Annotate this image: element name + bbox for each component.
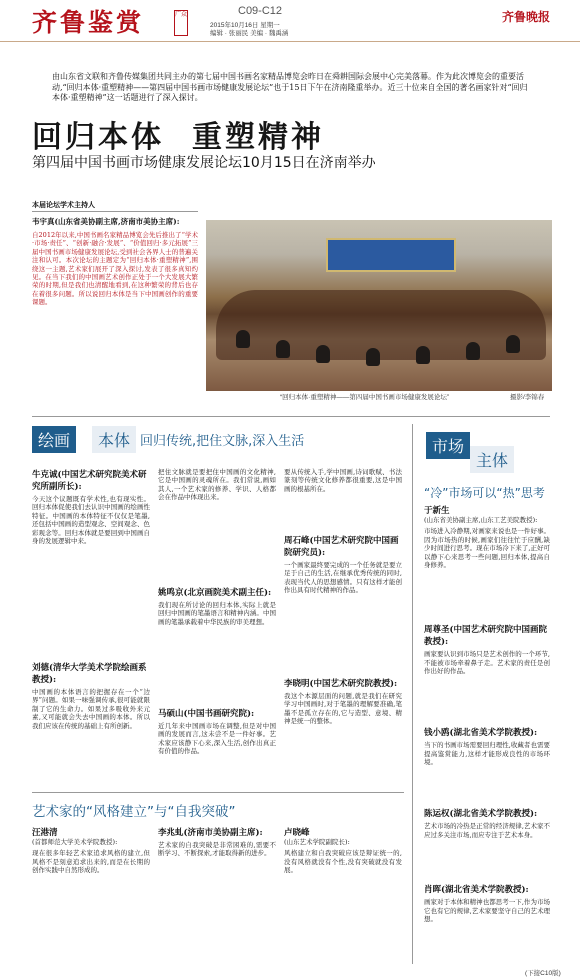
column-text: 把住文脉就是要把住中国画的文化精神,它是中国画的灵魂所在。我们常说,画如其人,一个艺术家的修养、学识、人格都会在作品中体现出来。 [158,468,276,502]
title-part2: 重塑精神 [192,120,324,155]
column-text: 要从传统入手,学中国画,诗词歌赋、书法篆刻等传统文化修养都很重要,这是中国画的根基所在。 [284,468,402,493]
page-title [32,112,324,156]
speaker-role: (首都师范大学美术学院教授): [32,838,118,846]
newspaper-logo: 齐鲁鉴赏 [32,8,145,37]
column-3 [284,468,402,782]
column-text: 画家对于本体和精神也都思考一下,作为市场它也有它的规律,艺术家要坚守自己的艺术理想。 [424,898,550,924]
date-line: 2015年10月16日 星期一 [210,22,280,29]
speaker-role: (山东艺术学院副院长): [284,838,350,846]
host-text: 自2012年以来,中国书画名家精品博览会先后推出了“学术·市场·责任”、“创新·融合·发展”、“价值回归·多元拓展”三届中国书画市场健康发展论坛,受到社会各界人士的普遍关注和认可。本次论坛的主题定为“回归本体·重塑精神”,围绕这一主题,艺术家们展开了深入探讨,发表了很多真知灼见。在当下我们的中国画艺术创作正处于一个大发展大繁荣的时期,但是我们也清醒地看到,在这种繁荣的背后也存在着很多问题。所以说回归本体是当下中国画创作的重要课题。 [32,231,198,307]
speaker-name: 姚鸣京(北京画院美术副主任): [158,588,272,598]
attendee-figure [506,335,520,353]
speaker-name: 李兆虬(济南市美协副主席): [158,828,263,838]
photo-caption: “回归本体·重塑精神——第四届中国书画市场健康发展论坛” [280,394,449,401]
attendee-figure [316,345,330,363]
bottom-column-3 [284,826,402,959]
conference-table [216,290,546,360]
host-name: 韦宇真(山东省美协副主席,济南市美协主席): [32,217,180,226]
column-text: 一个画家最终要完成的一个任务就是要立足于自己的生活,在继承优秀传统的同时,表现当代人的思想感情。只有这样才能创作出具有时代精神的作品。 [284,561,402,595]
speaker-name: 钱小鸥(湖北省美术学院教授): [424,728,538,739]
column-text: 艺术市场的冷热是正常的经济规律,艺术家不应过多关注市场,而应专注于艺术本身。 [424,822,550,839]
edition-meta [210,22,288,38]
speaker-name: 汪港清 [32,828,58,838]
subtitle: 第四届中国书画市场健康发展论坛10月15日在济南举办 [32,155,376,171]
section-headline: 回归传统,把住文脉,深入生活 [140,434,305,449]
divider [32,792,404,793]
speaker-name: 刘德(清华大学美术学院绘画系教授): [32,663,147,685]
column-text: 我们现在所讨论的回归本体,实际上就是回归中国画的笔墨语言和精神内涵。中国画的笔墨承载着中华民族的审美理想。 [158,601,276,626]
column-2 [158,468,276,782]
attendee-figure [236,330,250,348]
brand-name: 齐鲁晚报 [502,10,551,24]
column-text: 市场进入冷静期,对画家来说也是一件好事。因为市场热的时候,画家们往往忙于应酬,缺少时间进行思考。现在市场冷下来了,正好可以静下心来思考一些问题,回归本体,提高自身修养。 [424,527,550,570]
column-text: 现在很多年轻艺术家追求风格的建立,但风格不是刻意追求出来的,而是在长期的创作实践中自然形成的。 [32,849,150,875]
attendee-figure [366,348,380,366]
stage-banner [326,238,456,272]
speaker-name: 陈运权(湖北省美术学院教授): [424,809,538,820]
column-text: 当下的书画市场需要回归理性,收藏者也需要提高鉴赏能力,这样才能形成良性的市场环境。 [424,741,550,767]
speaker-name: 李晓明(中国艺术研究院教授): [284,679,398,689]
continued-note: (下接C10版) [525,970,561,977]
attendee-figure [276,340,290,358]
speaker-role: (山东省美协副主席,山东工艺美院教授): [424,516,538,524]
bottom-column-2 [158,826,276,951]
section-tag: 绘画 [32,426,76,453]
side-section-tag-secondary: 主体 [470,446,514,473]
column-text: 中国画的本体语言的把握存在一个“边界”问题。如果一味强调传承,很可能就限制了它的生命力。如果过多吸收外来元素,又可能就会失去中国画的本体。所以我们应该在传统的基础上有所创新。 [32,688,150,730]
speaker-name: 于新生 [424,506,450,516]
speaker-name: 肖晖(湖北省美术学院教授): [424,885,529,896]
divider [32,416,550,417]
seal-stamp-icon: 广众 [174,10,188,36]
column-text: 艺术家的自我突破是非常困难的,需要不断学习、不断探索,才能取得新的进步。 [158,841,276,858]
bottom-column-1 [32,826,150,959]
section-headline: 艺术家的“风格建立”与“自我突破” [32,804,236,820]
attendee-figure [416,346,430,364]
side-column [424,504,550,938]
attendee-figure [466,342,480,360]
side-section-tag: 市场 [426,432,470,459]
side-section-headline: “冷”市场可以“热”思考 [424,486,545,500]
column-1 [32,468,150,758]
host-label: 本届论坛学术主持人 [32,200,198,212]
speaker-name: 马硕山(中国书画研究院): [158,709,255,719]
section-tag-secondary: 本体 [92,426,136,453]
title-part1: 回归本体 [32,120,164,155]
column-text: 我这个本源层面的问题,就是我们在研究学习中国画时,对于笔墨的理解要准确,笔墨不是孤立存在的,它与造型、意境、精神是统一的整体。 [284,692,402,726]
column-divider [412,424,413,964]
editor-line: 编辑 · 张丽民 美编 · 魏禹涵 [210,30,289,37]
speaker-name: 周尊圣(中国艺术研究院中国画院教授): [424,625,548,648]
column-text: 画家要认识到市场只是艺术创作的一个环节,不能被市场牵着鼻子走。艺术家的责任是创作出好的作品。 [424,650,550,676]
page-code: C09-C12 [238,5,283,17]
column-text: 今天这个议题既有学术性,也有现实性。回归本体促使我们去认识中国画的绘画性特征。中国画的本体特征不仅仅是笔墨,还包括中国画的造型观念、空间观念、色彩观念等。回归本体就是要回到中国画自身的发展逻辑中来。 [32,495,150,546]
column-text: 风格建立和自我突破应该是辩证统一的,没有风格就没有个性,没有突破就没有发展。 [284,849,402,875]
column-text: 近几年来中国画市场在调整,但是对中国画的发展而言,这未尝不是一件好事。艺术家应该静下心来,深入生活,创作出真正有价值的作品。 [158,722,276,756]
photo-credit: 摄影/李锦春 [510,394,545,401]
intro-paragraph: 由山东省文联和齐鲁传媒集团共同主办的第七届中国书画名家精品博览会昨日在舜耕国际会展中心完美落幕。作为此次博览会的重要活动,“回归本体·重塑精神——第四届中国书画市场健康发展论坛”也于15日下午在济南隆重举办。近三十位来自全国的著名画家针对“回归本体·重塑精神”这一话题进行了深入探讨。 [52,72,528,102]
host-block [32,200,198,411]
forum-photo [206,220,552,391]
speaker-name: 牛克诚(中国艺术研究院美术研究所副所长): [32,470,147,492]
speaker-name: 卢晓峰 [284,828,310,838]
speaker-name: 周石峰(中国艺术研究院中国画院研究员): [284,536,399,558]
